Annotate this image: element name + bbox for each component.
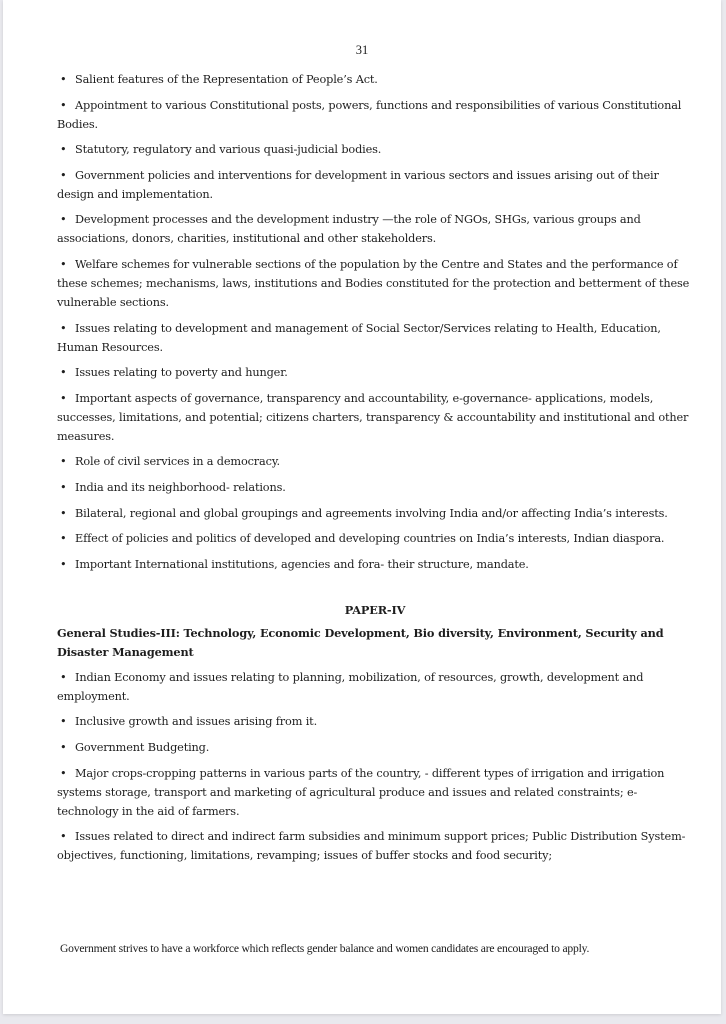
bullet-icon: • <box>60 321 67 335</box>
list-item-text: Role of civil services in a democracy. <box>75 455 280 469</box>
list-item-text: Government Budgeting. <box>75 740 210 754</box>
bullet-icon: • <box>60 257 67 271</box>
syllabus-list-a <box>57 70 693 574</box>
bullet-icon: • <box>60 455 67 469</box>
list-item <box>57 764 693 821</box>
list-item-text: Issues related to direct and indirect farm subsidies and minimum support prices; Public Distribution System- objectives, functioning, limitations, revamping; issues of buffer stocks and food security; <box>57 830 686 863</box>
section-subtitle: General Studies-III: Technology, Economic Development, Bio diversity, Environment, Security and Disaster Management <box>57 625 664 659</box>
list-item <box>57 140 693 159</box>
page-content <box>57 70 693 872</box>
list-item-text: Appointment to various Constitutional posts, powers, functions and responsibilities of various Constitutional Bodies. <box>57 98 682 131</box>
bullet-icon: • <box>60 143 67 157</box>
list-item <box>57 70 693 89</box>
list-item-text: Bilateral, regional and global groupings and agreements involving India and/or affecting India’s interests. <box>75 506 668 520</box>
list-item <box>57 504 693 523</box>
list-item-text: Welfare schemes for vulnerable sections of the population by the Centre and States and the performance of these schemes; mechanisms, laws, institutions and Bodies constituted for the protection and betterment of these vulnerable sections. <box>57 257 690 309</box>
list-item-text: Statutory, regulatory and various quasi-judicial bodies. <box>75 143 382 157</box>
list-item <box>57 319 693 357</box>
list-item <box>57 478 693 497</box>
bullet-icon: • <box>60 213 67 227</box>
bullet-icon: • <box>60 766 67 780</box>
list-item <box>57 712 693 731</box>
list-item-text: Major crops-cropping patterns in various parts of the country, - different types of irrigation and irrigation systems storage, transport and marketing of agricultural produce and issues and related constraints; e-technology in the aid of farmers. <box>57 766 665 818</box>
list-item-text: Development processes and the development industry —the role of NGOs, SHGs, various groups and associations, donors, charities, institutional and other stakeholders. <box>57 213 641 246</box>
list-item <box>57 827 693 865</box>
bullet-icon: • <box>60 168 67 182</box>
bullet-icon: • <box>60 830 67 844</box>
list-item-text: India and its neighborhood- relations. <box>75 480 286 494</box>
bullet-icon: • <box>60 715 67 729</box>
list-item <box>57 389 693 446</box>
list-item <box>57 255 693 312</box>
bullet-icon: • <box>60 506 67 520</box>
list-item-text: Important aspects of governance, transparency and accountability, e-governance- applications, models, successes, limitations, and potential; citizens charters, transparency & accountability and institutional and other measures. <box>57 391 689 443</box>
bullet-icon: • <box>60 532 67 546</box>
list-item-text: Effect of policies and politics of developed and developing countries on India’s interests, Indian diaspora. <box>75 532 665 546</box>
page-number: 31 <box>355 43 369 57</box>
document-page <box>3 0 721 1014</box>
list-item-text: Salient features of the Representation of People’s Act. <box>75 73 378 86</box>
bullet-icon: • <box>60 557 67 571</box>
list-item <box>57 96 693 134</box>
bullet-icon: • <box>60 391 67 405</box>
list-item <box>57 363 693 382</box>
list-item <box>57 452 693 471</box>
footer-note: Government strives to have a workforce which reflects gender balance and women candidates are encouraged to apply. <box>60 942 590 955</box>
bullet-icon: • <box>60 98 67 112</box>
bullet-icon: • <box>60 480 67 494</box>
list-item <box>57 529 693 548</box>
list-item-text: Issues relating to development and management of Social Sector/Services relating to Health, Education, Human Resources. <box>57 321 661 354</box>
list-item-text: Government policies and interventions for development in various sectors and issues arising out of their design and implementation. <box>57 168 659 201</box>
list-item <box>57 738 693 757</box>
syllabus-list-b <box>57 668 693 865</box>
list-item-text: Important International institutions, agencies and fora- their structure, mandate. <box>75 557 529 571</box>
list-item-text: Inclusive growth and issues arising from it. <box>75 715 318 729</box>
section-title: PAPER-IV <box>344 602 406 617</box>
list-item <box>57 166 693 204</box>
list-item <box>57 210 693 248</box>
list-item <box>57 555 693 574</box>
bullet-icon: • <box>60 73 67 86</box>
list-item <box>57 668 693 706</box>
list-item-text: Issues relating to poverty and hunger. <box>75 366 288 380</box>
list-item-text: Indian Economy and issues relating to planning, mobilization, of resources, growth, development and employment. <box>57 670 644 703</box>
bullet-icon: • <box>60 740 67 754</box>
bullet-icon: • <box>60 366 67 380</box>
bullet-icon: • <box>60 670 67 684</box>
